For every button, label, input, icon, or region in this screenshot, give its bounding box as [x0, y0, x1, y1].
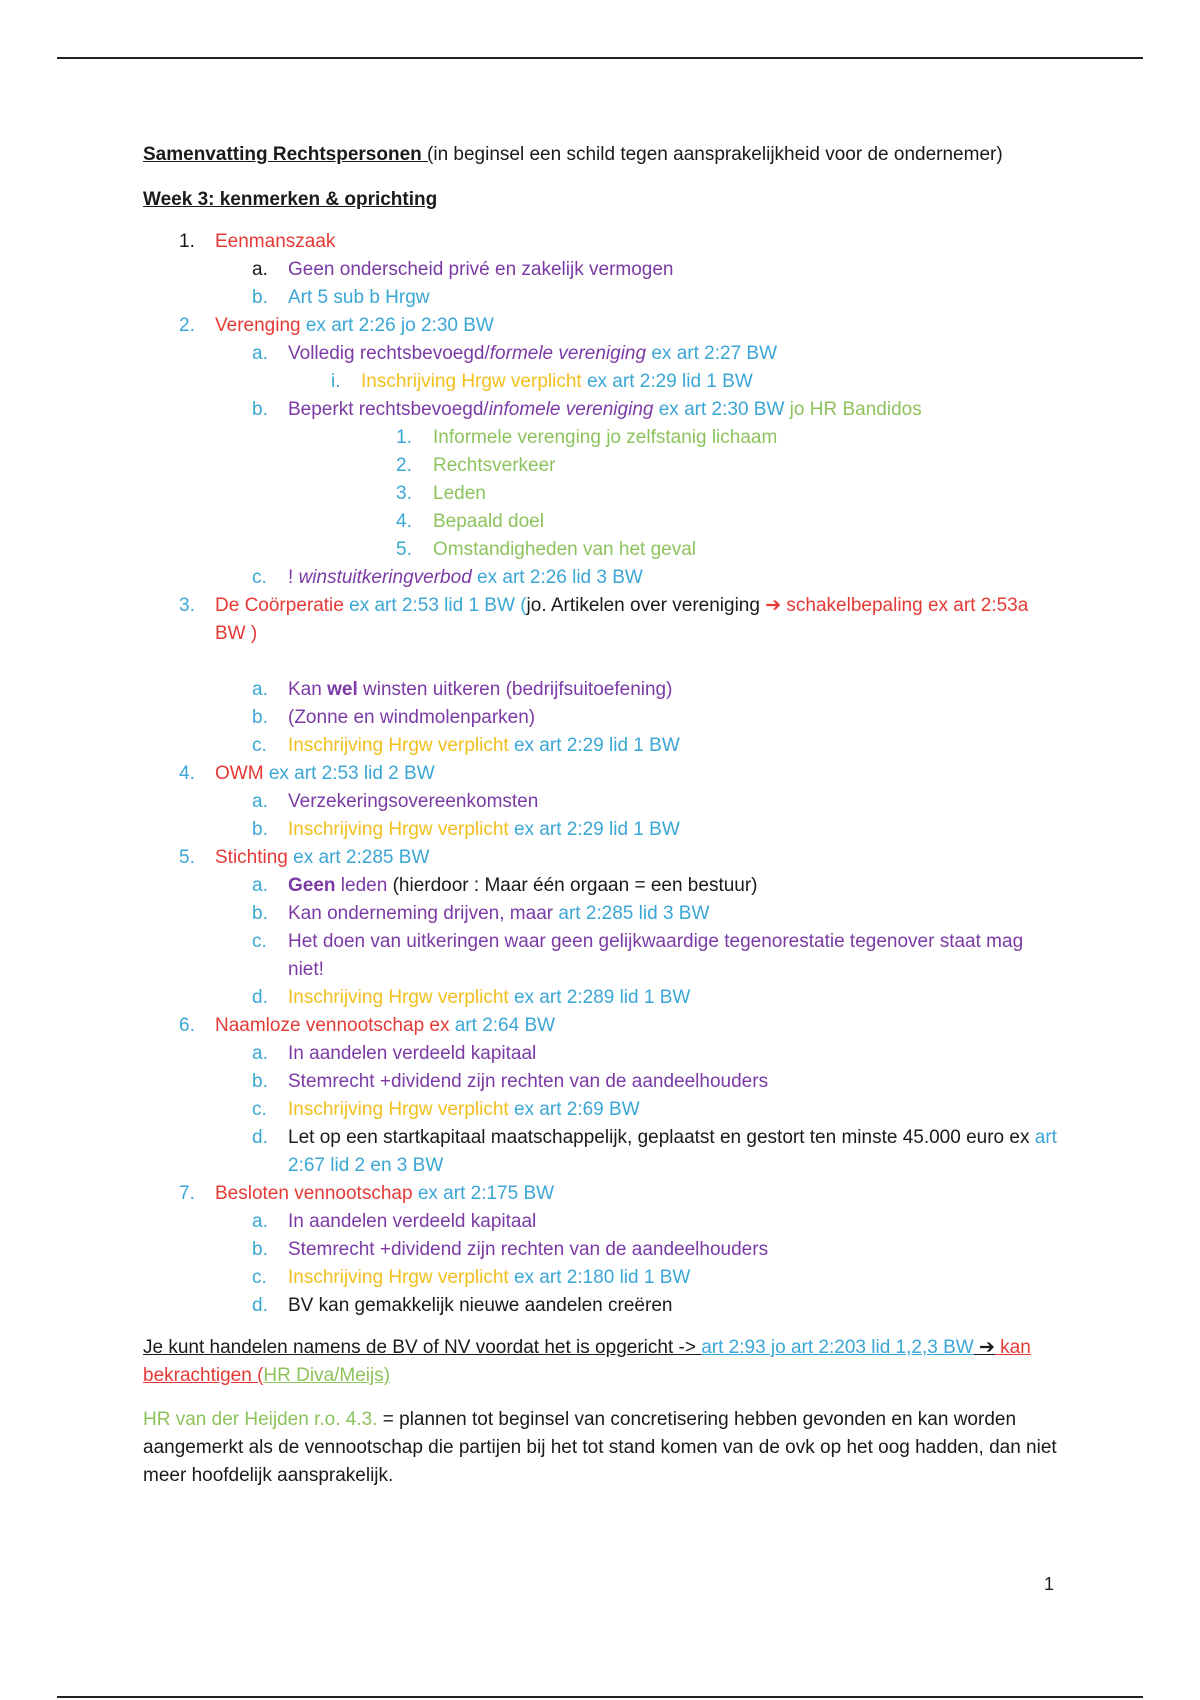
document-title: Samenvatting Rechtspersonen (in beginsel een schild tegen aansprakelijkheid voor de ondernemer): [143, 144, 1003, 165]
week-heading: Week 3: kenmerken & oprichting: [143, 189, 438, 210]
paragraph-handelen: Je kunt handelen namens de BV of NV voordat het is opgericht -> art 2:93 jo art 2:203 lid 1,2,3 BW ➔ kan bekrachtigen (HR Diva/Meijs): [143, 1337, 1031, 1386]
header-rule: [57, 57, 1143, 59]
paragraph-heijden: HR van der Heijden r.o. 4.3. = plannen tot beginsel van concretisering hebben gevonden en kan worden aangemerkt als de vennootschap die partijen bij het tot stand komen van de ovk op het oog hadden, dan niet meer hoofdelijk aansprakelijk.: [143, 1409, 1057, 1486]
footer-rule: [57, 1696, 1143, 1698]
page-number: 1: [1044, 1574, 1055, 1594]
arrow-icon: ➔: [973, 1337, 995, 1358]
arrow-icon: ➔: [765, 595, 782, 616]
